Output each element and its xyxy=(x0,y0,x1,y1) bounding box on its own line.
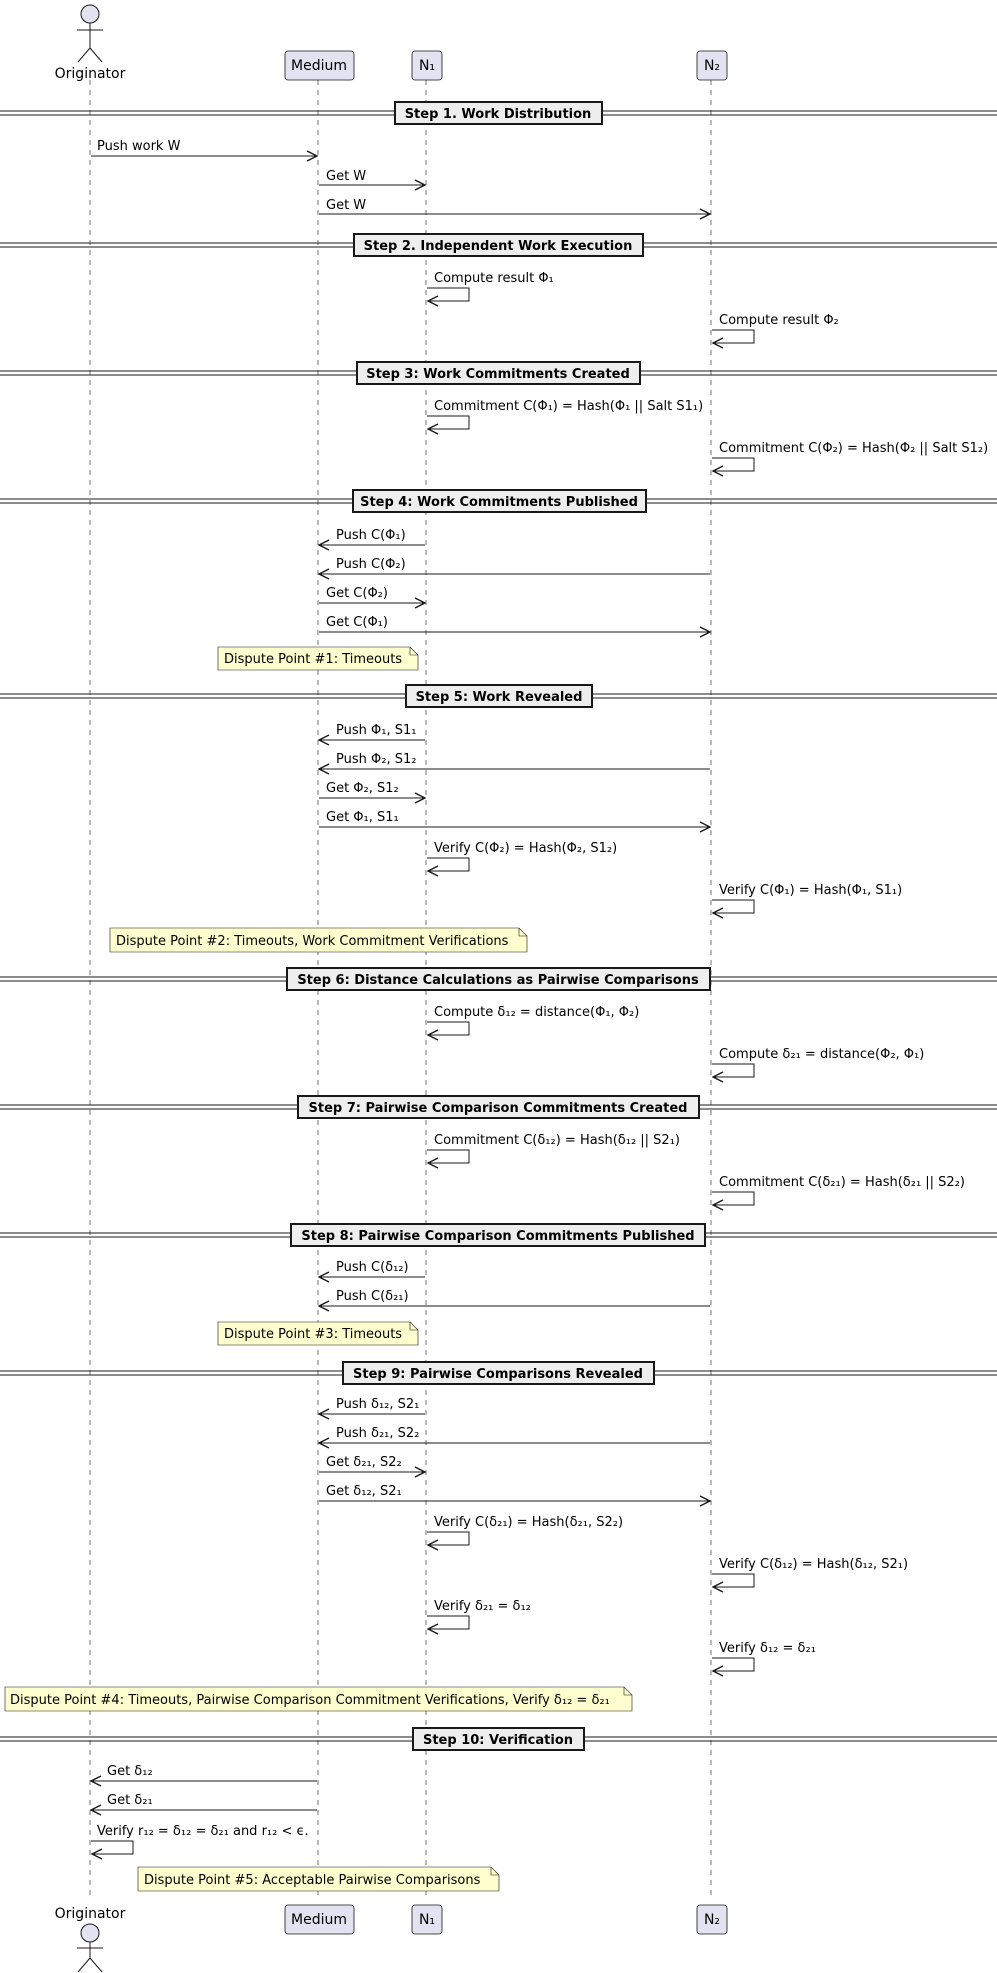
self-message-arrow xyxy=(427,416,469,429)
participant-medium-top xyxy=(285,51,354,80)
message-label: Push C(δ₂₁) xyxy=(336,1289,409,1304)
note-dispute-1 xyxy=(218,647,418,670)
message-label: Commitment C(δ₁₂) = Hash(δ₁₂ || S2₁) xyxy=(434,1133,680,1148)
self-message-arrow xyxy=(712,1064,754,1077)
message-label: Push C(Φ₁) xyxy=(336,528,406,543)
message-label: Verify C(Φ₁) = Hash(Φ₁, S1₁) xyxy=(719,883,903,898)
message-label: Verify r₁₂ = δ₁₂ = δ₂₁ and r₁₂ < ϵ. xyxy=(97,1824,309,1839)
note-text: Dispute Point #4: Timeouts, Pairwise Comparison Commitment Verifications, Verify δ₁₂ = δ₂₁ xyxy=(10,1693,610,1708)
actor-head xyxy=(81,1924,99,1942)
message-label: Commitment C(Φ₁) = Hash(Φ₁ || Salt S1₁) xyxy=(434,399,704,414)
message-label: Get Φ₁, S1₁ xyxy=(326,810,399,825)
note-dispute-2 xyxy=(110,928,527,952)
self-message-arrow xyxy=(712,1574,754,1587)
self-message-arrow xyxy=(712,900,754,913)
step-label: Step 8: Pairwise Comparison Commitments Published xyxy=(301,1229,695,1244)
message-label: Push δ₁₂, S2₁ xyxy=(336,1397,420,1412)
step-separator-6 xyxy=(0,968,997,990)
self-message-arrow xyxy=(427,1022,469,1035)
self-message-arrow xyxy=(712,458,754,471)
participant-n2-bottom xyxy=(697,1905,727,1934)
message-label: Get W xyxy=(326,198,367,213)
message-label: Verify C(δ₂₁) = Hash(δ₂₁, S2₂) xyxy=(434,1515,624,1530)
participant-label: N₂ xyxy=(703,1912,721,1928)
participant-n2-top xyxy=(697,51,727,80)
participant-label: Originator xyxy=(54,1906,126,1922)
step-label: Step 4: Work Commitments Published xyxy=(360,495,638,510)
message-label: Push Φ₁, S1₁ xyxy=(336,723,417,738)
message-label: Compute result Φ₁ xyxy=(434,271,554,286)
participant-label: Medium xyxy=(291,58,347,74)
message-label: Push C(δ₁₂) xyxy=(336,1260,409,1275)
step-separator-7 xyxy=(0,1096,997,1118)
message-label: Push δ₂₁, S2₂ xyxy=(336,1426,420,1441)
self-message-arrow xyxy=(427,858,469,871)
participant-label: N₁ xyxy=(418,1912,436,1928)
step-label: Step 2. Independent Work Execution xyxy=(363,239,633,254)
step-label: Step 7: Pairwise Comparison Commitments Created xyxy=(308,1101,688,1116)
step-separator-2 xyxy=(0,234,997,256)
message-label: Get W xyxy=(326,169,367,184)
message-label: Get δ₂₁, S2₂ xyxy=(326,1455,402,1470)
message-label: Verify C(δ₁₂) = Hash(δ₁₂, S2₁) xyxy=(719,1557,909,1572)
message-label: Commitment C(δ₂₁) = Hash(δ₂₁ || S2₂) xyxy=(719,1175,965,1190)
step-label: Step 9: Pairwise Comparisons Revealed xyxy=(353,1367,643,1382)
note-text: Dispute Point #2: Timeouts, Work Commitment Verifications xyxy=(116,934,509,949)
actor-head xyxy=(81,5,99,23)
participant-n1-top xyxy=(412,51,442,80)
self-message-arrow xyxy=(427,288,469,301)
participant-medium-bottom xyxy=(285,1905,354,1934)
message-label: Get C(Φ₁) xyxy=(326,615,388,630)
note-text: Dispute Point #3: Timeouts xyxy=(224,1327,403,1342)
participant-originator-top xyxy=(55,5,126,82)
message-label: Verify C(Φ₂) = Hash(Φ₂, S1₂) xyxy=(434,841,618,856)
self-message-arrow xyxy=(712,1192,754,1205)
self-message-arrow xyxy=(91,1841,133,1854)
message-label: Get δ₁₂, S2₁ xyxy=(326,1484,402,1499)
self-message-arrow xyxy=(427,1532,469,1545)
note-text: Dispute Point #5: Acceptable Pairwise Comparisons xyxy=(144,1873,481,1888)
step-label: Step 6: Distance Calculations as Pairwise Comparisons xyxy=(297,973,699,988)
message-label: Verify δ₁₂ = δ₂₁ xyxy=(719,1641,816,1656)
message-label: Verify δ₂₁ = δ₁₂ xyxy=(434,1599,531,1614)
step-separator-3 xyxy=(0,362,997,384)
step-label: Step 1. Work Distribution xyxy=(404,107,592,122)
note-dispute-5 xyxy=(138,1867,499,1891)
message-label: Push C(Φ₂) xyxy=(336,557,406,572)
note-dispute-4 xyxy=(5,1687,632,1711)
step-label: Step 5: Work Revealed xyxy=(415,690,583,705)
participant-label: N₂ xyxy=(703,58,721,74)
step-separator-4 xyxy=(0,490,997,512)
self-message-arrow xyxy=(712,330,754,343)
message-label: Push Φ₂, S1₂ xyxy=(336,752,417,767)
note-text: Dispute Point #1: Timeouts xyxy=(224,652,403,667)
participant-n1-bottom xyxy=(412,1905,442,1934)
self-message-arrow xyxy=(427,1616,469,1629)
message-label: Commitment C(Φ₂) = Hash(Φ₂ || Salt S1₂) xyxy=(719,441,989,456)
self-message-arrow xyxy=(712,1658,754,1671)
message-label: Get C(Φ₂) xyxy=(326,586,388,601)
participant-label: N₁ xyxy=(418,58,436,74)
step-label: Step 10: Verification xyxy=(422,1733,574,1748)
message-label: Get δ₁₂ xyxy=(107,1764,153,1779)
step-separator-9 xyxy=(0,1362,997,1384)
step-label: Step 3: Work Commitments Created xyxy=(366,367,630,382)
participant-label: Originator xyxy=(54,66,126,82)
message-label: Compute δ₁₂ = distance(Φ₁, Φ₂) xyxy=(434,1005,640,1020)
message-label: Get δ₂₁ xyxy=(107,1793,153,1808)
step-separator-10 xyxy=(0,1728,997,1750)
message-label: Get Φ₂, S1₂ xyxy=(326,781,399,796)
message-label: Compute result Φ₂ xyxy=(719,313,839,328)
note-dispute-3 xyxy=(218,1322,418,1345)
step-separator-8 xyxy=(0,1224,997,1246)
self-message-arrow xyxy=(427,1150,469,1163)
step-separator-5 xyxy=(0,685,997,707)
participant-label: Medium xyxy=(291,1912,347,1928)
participant-originator-bottom xyxy=(55,1906,126,1972)
step-separator-1 xyxy=(0,102,997,124)
message-label: Compute δ₂₁ = distance(Φ₂, Φ₁) xyxy=(719,1047,925,1062)
message-label: Push work W xyxy=(97,139,181,154)
